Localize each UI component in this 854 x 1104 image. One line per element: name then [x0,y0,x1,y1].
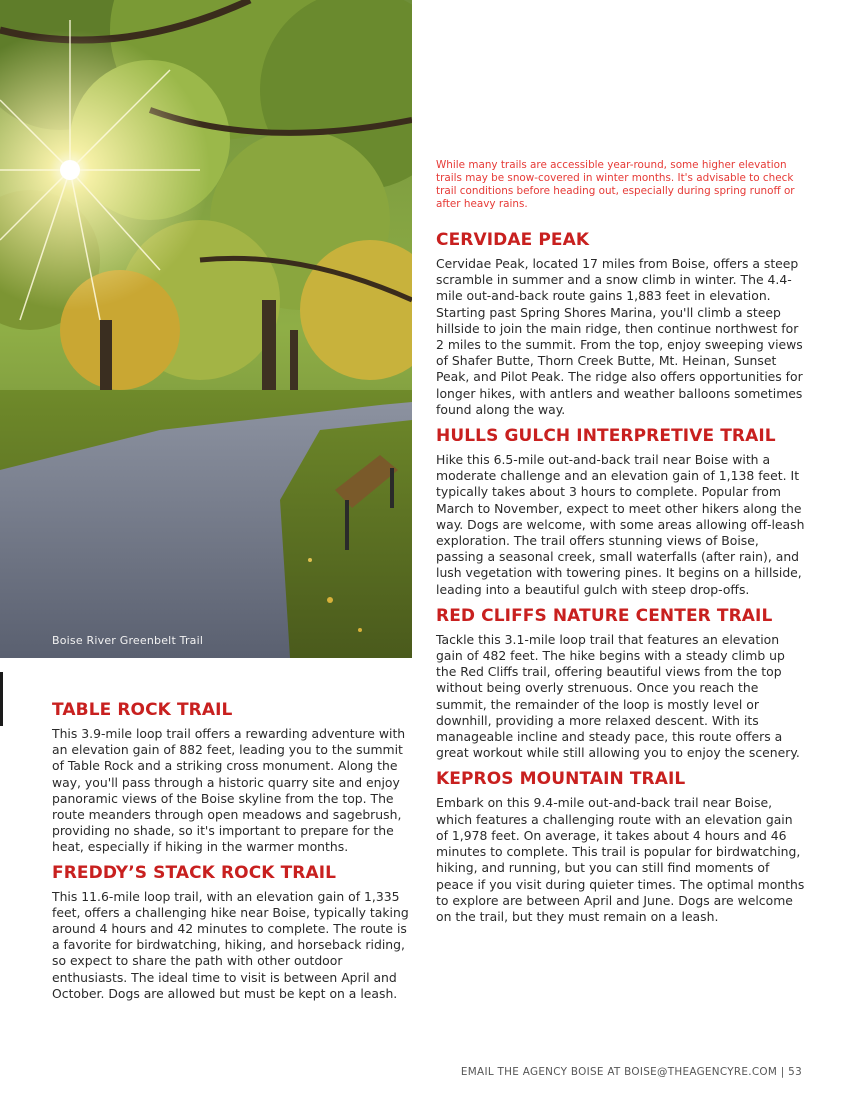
edge-divider [0,672,3,726]
trail-section-table-rock [52,699,414,856]
park-path-illustration [0,0,412,658]
trail-title: CERVIDAE PEAK [436,230,590,250]
trail-title: TABLE ROCK TRAIL [52,700,233,720]
trail-section-kepros-mountain [436,768,806,925]
trail-section-hulls-gulch [436,425,806,598]
trail-description: Embark on this 9.4-mile out-and-back trail near Boise, which features a challenging route with an elevation gain of 1,978 feet. On average, it takes about 4 hours and 46 minutes to complete. This trail is popular for birdwatching, hiking, and running, but you can still find moments of peace if you visit during quieter times. The optimal months to explore are between April and June. Dogs are welcome on the trail, but they must remain on a leash. [436,795,805,924]
photo-caption: Boise River Greenbelt Trail [52,634,204,647]
sidebar-note: While many trails are accessible year-round, some higher elevation trails may be snow-covered in winter months. It's advisable to check trail conditions before heading out, especially during spring runoff or after heavy rains. [436,159,795,210]
trail-section-freddys-stack-rock [52,862,414,1002]
right-column [436,229,806,925]
trail-description: Hike this 6.5-mile out-and-back trail near Boise with a moderate challenge and an elevation gain of 1,138 feet. It typically takes about 3 hours to complete. Popular from March to November, expect to meet other hikers along the way. Dogs are welcome, with some areas allowing off-leash exploration. The trail offers stunning views of Boise, passing a seasonal creek, small waterfalls (after rain), and lush vegetation with towering pines. It begins on a hillside, leading into a beautiful gulch with steep drop-offs. [436,452,805,597]
page-footer: EMAIL THE AGENCY BOISE AT BOISE@THEAGENCYRE.COM | 53 [460,1066,802,1078]
trail-description: Tackle this 3.1-mile loop trail that features an elevation gain of 482 feet. The hike begins with a steady climb up the Red Cliffs trail, offering beautiful views from the top without being overly strenuous. Once you reach the summit, the remainder of the loop is mostly level or downhill, providing a more relaxed descent. With its manageable incline and steady pace, this route offers a great workout while still allowing you to enjoy the scenery. [436,631,800,761]
trail-section-red-cliffs [436,605,806,762]
left-column [52,699,414,1002]
trail-title: FREDDY’S STACK ROCK TRAIL [52,862,337,883]
trail-title: HULLS GULCH INTERPRETIVE TRAIL [436,426,776,447]
trail-description: This 3.9-mile loop trail offers a rewarding adventure with an elevation gain of 882 feet, leading you to the summit of Table Rock and a striking cross monument. Along the way, you'll pass through a historic quarry site and enjoy panoramic views of the Boise skyline from the top. The route meanders through open meadows and sagebrush, providing no shade, so it's important to prepare for the heat, especially if hiking in the warmer months. [52,726,406,855]
trail-title: KEPROS MOUNTAIN TRAIL [436,769,686,790]
trail-photo [0,0,412,658]
trail-description: Cervidae Peak, located 17 miles from Boise, offers a steep scramble in summer and a snow climb in winter. The 4.4-mile out-and-back route gains 1,883 feet in elevation. Starting past Spring Shores Marina, you'll climb a steep hillside to join the main ridge, then continue northwest for 2 miles to the summit. From the top, enjoy sweeping views of Shafer Butte, Thorn Creek Butte, Mt. Heinan, Sunset Peak, and Pilot Peak. The ridge also offers opportunities for longer hikes, with antlers and weather balloons sometimes found along the way. [436,256,803,417]
trail-description: This 11.6-mile loop trail, with an elevation gain of 1,335 feet, offers a challenging hike near Boise, typically taking around 4 hours and 42 minutes to complete. The route is a favorite for birdwatching, hiking, and horseback riding, so expect to share the path with other outdoor enthusiasts. The ideal time to visit is between April and October. Dogs are allowed but must be kept on a leash. [52,888,409,1001]
trail-title: RED CLIFFS NATURE CENTER TRAIL [436,605,773,626]
trail-section-cervidae-peak [436,229,806,418]
